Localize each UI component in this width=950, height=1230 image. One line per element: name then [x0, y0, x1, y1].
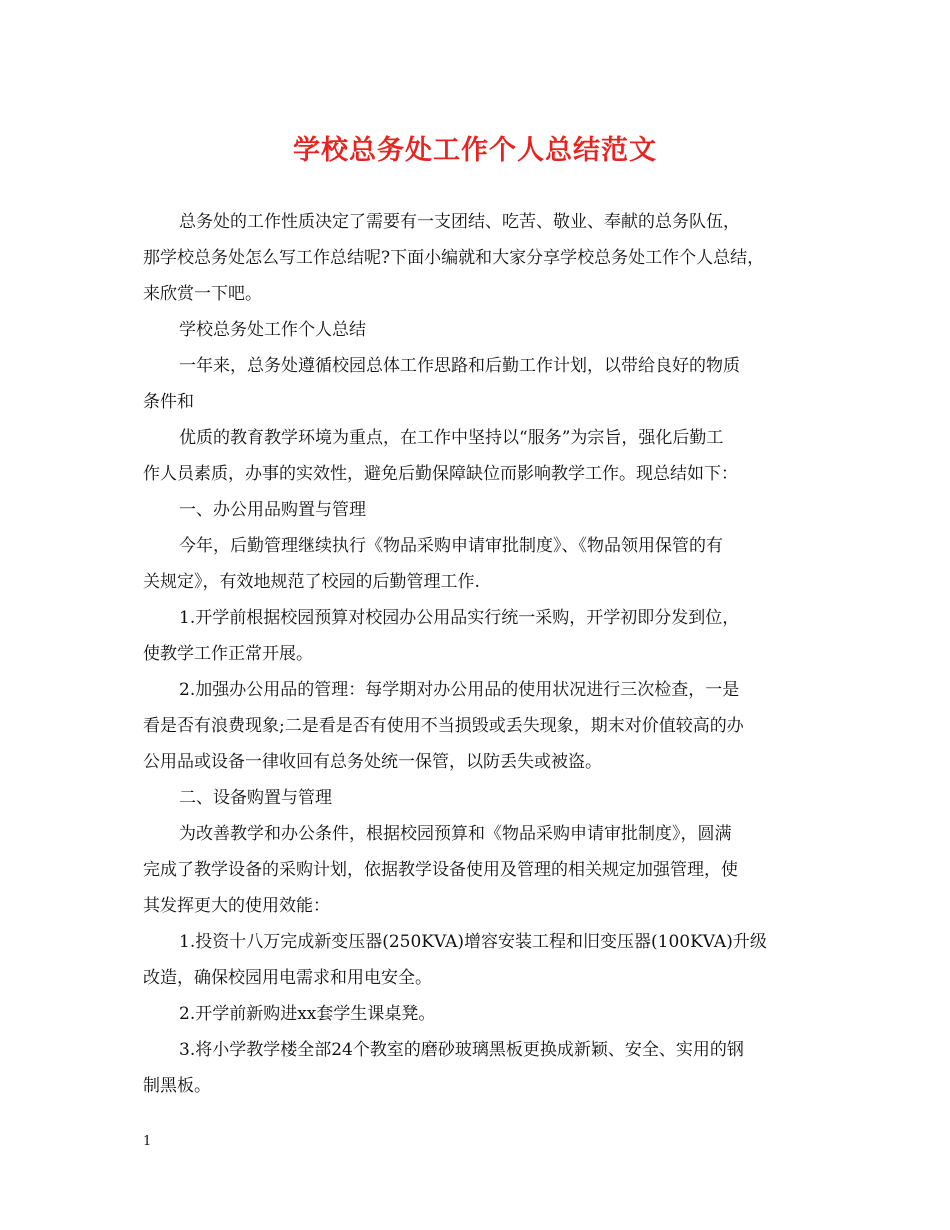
paragraph-line: 其发挥更大的使用效能：	[143, 896, 330, 916]
list-item-line: 公用品或设备一律收回有总务处统一保管，以防丢失或被盗。	[143, 752, 602, 772]
paragraph-line: 那学校总务处怎么写工作总结呢?下面小编就和大家分享学校总务处工作个人总结，	[143, 248, 765, 268]
paragraph-line: 今年，后勤管理继续执行《物品采购申请审批制度》、《物品领用保管的有	[179, 536, 723, 556]
document-body	[143, 204, 808, 1104]
list-item-line: 2.加强办公用品的管理：每学期对办公用品的使用状况进行三次检查，一是	[179, 680, 740, 700]
section-heading: 二、设备购置与管理	[179, 788, 332, 808]
paragraph-line: 一年来，总务处遵循校园总体工作思路和后勤工作计划，以带给良好的物质	[179, 356, 740, 376]
section-heading: 学校总务处工作个人总结	[179, 320, 366, 340]
list-item-line: 改造，确保校园用电需求和用电安全。	[143, 968, 432, 988]
list-item-line: 使教学工作正常开展。	[143, 644, 313, 664]
paragraph-line: 总务处的工作性质决定了需要有一支团结、吃苦、敬业、奉献的总务队伍，	[179, 212, 740, 232]
paragraph-line: 完成了教学设备的采购计划，依据教学设备使用及管理的相关规定加强管理，使	[143, 860, 738, 880]
section-heading: 一、办公用品购置与管理	[179, 500, 366, 520]
list-item-line: 2.开学前新购进xx套学生课桌凳。	[179, 1004, 436, 1024]
paragraph-line: 关规定》，有效地规范了校园的后勤管理工作.	[143, 572, 480, 592]
list-item-line: 3.将小学教学楼全部24个教室的磨砂玻璃黑板更换成新颖、安全、实用的钢	[179, 1040, 744, 1060]
paragraph-line: 作人员素质，办事的实效性，避免后勤保障缺位而影响教学工作。现总结如下：	[143, 464, 738, 484]
page-number: 1	[143, 1134, 152, 1149]
paragraph-line: 为改善教学和办公条件，根据校园预算和《物品采购申请审批制度》，圆满	[179, 824, 732, 844]
paragraph-line: 条件和	[143, 392, 194, 412]
list-item-line: 制黑板。	[143, 1076, 211, 1096]
document-title: 学校总务处工作个人总结范文	[293, 135, 657, 166]
paragraph-line: 来欣赏一下吧。	[143, 284, 262, 304]
list-item-line: 看是否有浪费现象;二是看是否有使用不当损毁或丢失现象，期末对价值较高的办	[143, 716, 744, 736]
paragraph-line: 优质的教育教学环境为重点，在工作中坚持以“服务”为宗旨，强化后勤工	[179, 428, 724, 448]
list-item-line: 1.开学前根据校园预算对校园办公用品实行统一采购，开学初即分发到位，	[179, 608, 740, 628]
list-item-line: 1.投资十八万完成新变压器(250KVA)增容安装工程和旧变压器(100KVA)升级	[179, 932, 767, 952]
